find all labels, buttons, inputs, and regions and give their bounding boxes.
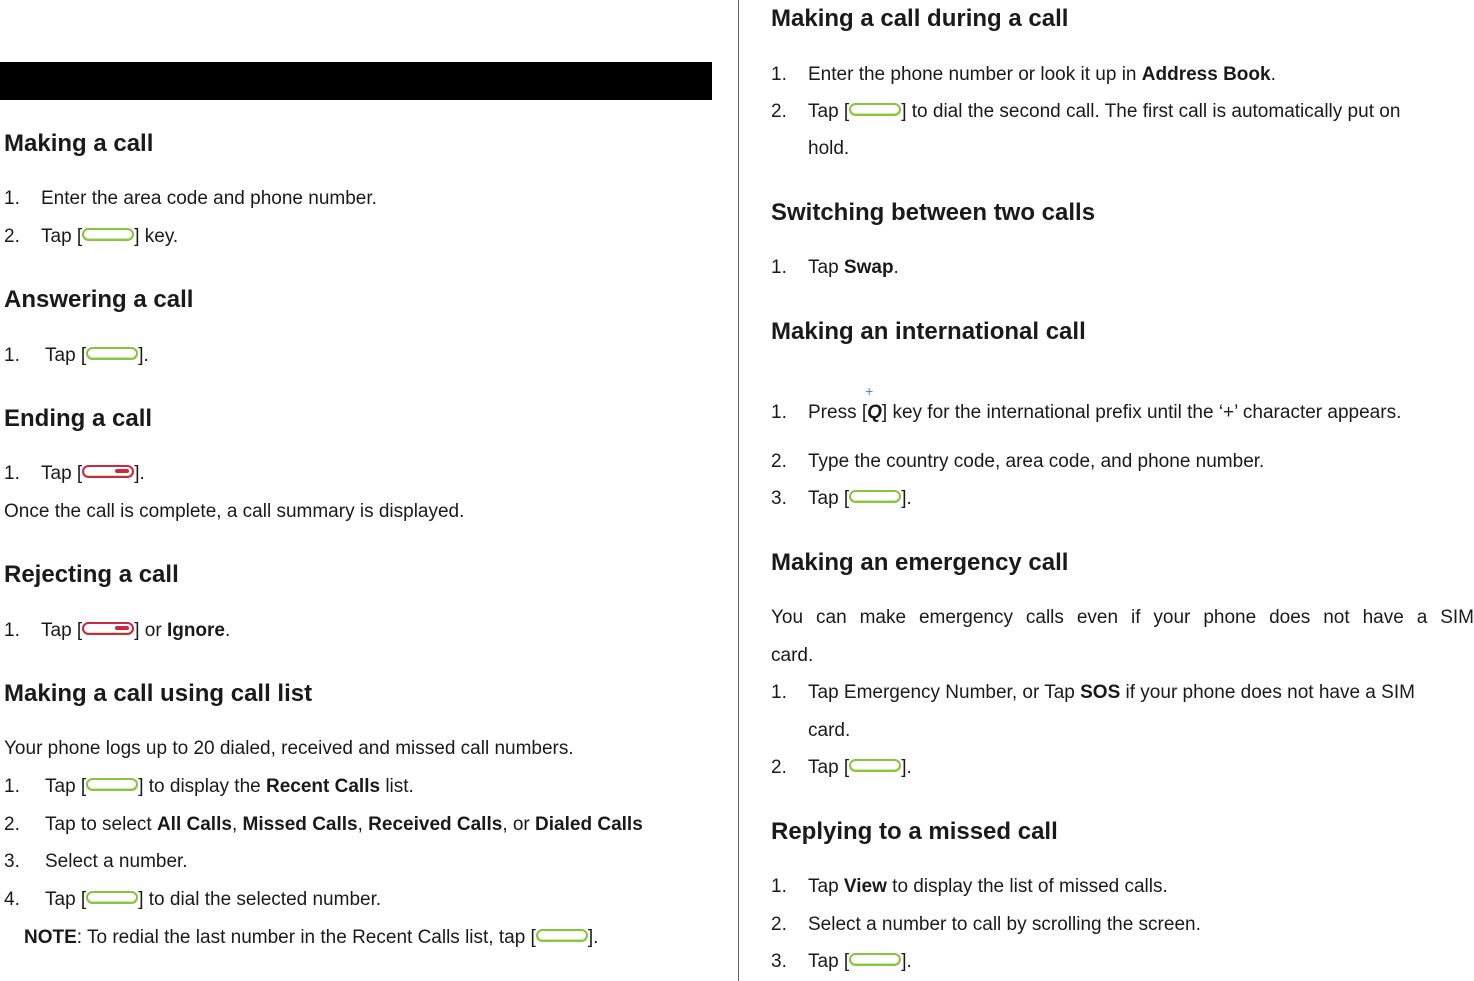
emergency-intro-line1: You can make emergency calls even if your phone does not have a SIM [771,607,1474,628]
heading-rejecting-call: Rejecting a call [4,561,179,588]
send-key-icon [849,953,901,966]
step-emergency-1-cont: card. [808,720,851,741]
heading-answering-call: Answering a call [4,286,194,313]
send-key-icon [849,759,901,772]
emergency-intro-line2: card. [771,645,814,666]
heading-switching-calls: Switching between two calls [771,199,1096,226]
section-header-bar [0,62,712,100]
send-key-icon [849,103,901,116]
heading-ending-call: Ending a call [4,405,153,432]
step-during-call-2-cont: hold. [808,138,850,159]
send-key-icon [536,929,588,942]
end-key-icon [82,622,134,635]
heading-call-during-call: Making a call during a call [771,5,1069,32]
heading-making-call: Making a call [4,130,154,157]
heading-call-list: Making a call using call list [4,680,313,707]
send-key-icon [82,228,134,241]
heading-emergency-call: Making an emergency call [771,549,1069,576]
column-divider [738,0,739,981]
call-list-intro: Your phone logs up to 20 dialed, received and missed call numbers. [4,738,574,759]
q-key-icon: + Q [865,383,882,423]
ending-call-note: Once the call is complete, a call summary is displayed. [4,501,465,522]
send-key-icon [86,891,138,904]
send-key-icon [849,490,901,503]
send-key-icon [86,347,138,360]
heading-international-call: Making an international call [771,318,1086,345]
call-list-note: NOTE: To redial the last number in the Recent Calls list, tap [ ]. [24,927,599,948]
end-key-icon [82,465,134,478]
heading-missed-call: Replying to a missed call [771,818,1058,845]
send-key-icon [86,778,138,791]
